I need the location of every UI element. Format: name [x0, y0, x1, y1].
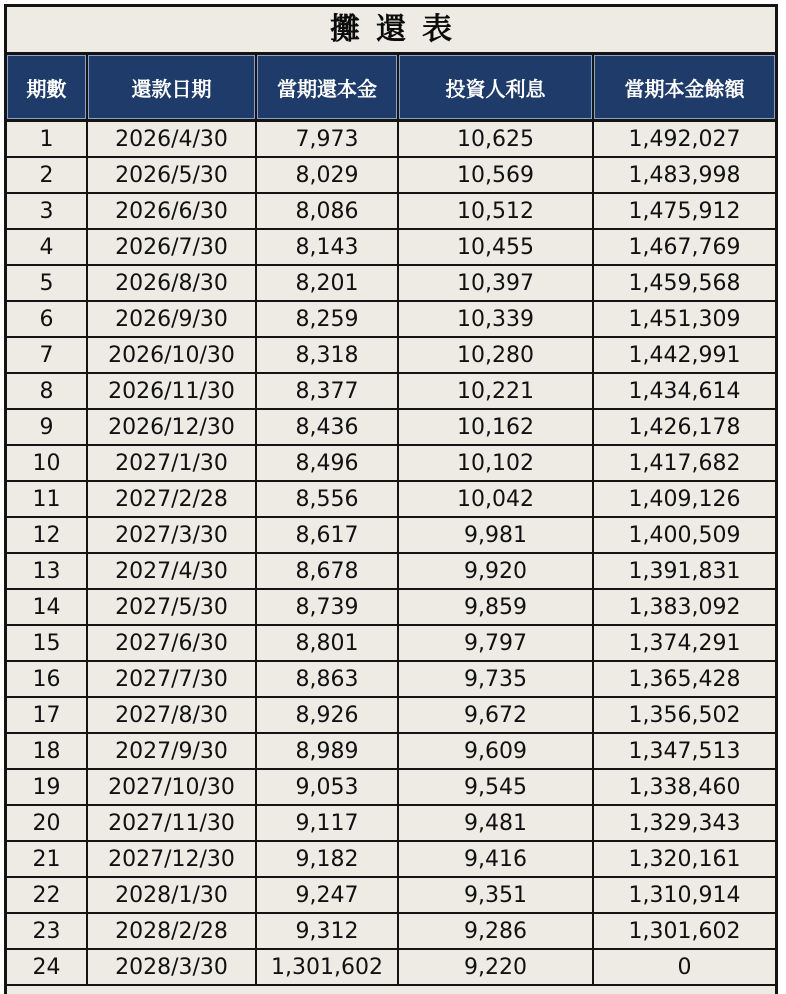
cell-principal-repaid: 8,496 — [256, 445, 398, 481]
cell-principal-balance: 1,409,126 — [593, 481, 775, 517]
cell-period: 11 — [7, 481, 87, 517]
cell-payment-date: 2027/10/30 — [87, 769, 256, 805]
cell-principal-repaid: 8,201 — [256, 265, 398, 301]
table-row — [7, 913, 775, 949]
header-principal-balance: 當期本金餘額 — [593, 55, 775, 121]
cell-period: 15 — [7, 625, 87, 661]
table-row — [7, 481, 775, 517]
header-row — [7, 55, 775, 121]
cell-period: 7 — [7, 337, 87, 373]
cell-period: 18 — [7, 733, 87, 769]
cell-period: 4 — [7, 229, 87, 265]
header-investor-interest: 投資人利息 — [398, 55, 593, 121]
cell-investor-interest: 10,042 — [398, 481, 593, 517]
cell-investor-interest: 10,625 — [398, 121, 593, 158]
cell-payment-date: 2027/3/30 — [87, 517, 256, 553]
cell-principal-repaid: 8,926 — [256, 697, 398, 733]
table-row — [7, 229, 775, 265]
cell-period: 14 — [7, 589, 87, 625]
cell-principal-repaid: 8,556 — [256, 481, 398, 517]
cell-period: 17 — [7, 697, 87, 733]
table-row — [7, 841, 775, 877]
cell-payment-date: 2026/7/30 — [87, 229, 256, 265]
cell-payment-date: 2026/4/30 — [87, 121, 256, 158]
cell-principal-balance: 1,442,991 — [593, 337, 775, 373]
cell-principal-repaid: 9,182 — [256, 841, 398, 877]
cell-investor-interest: 9,672 — [398, 697, 593, 733]
cell-payment-date: 2028/1/30 — [87, 877, 256, 913]
cell-period: 1 — [7, 121, 87, 158]
table-row — [7, 445, 775, 481]
cell-payment-date: 2026/12/30 — [87, 409, 256, 445]
cell-principal-balance: 1,417,682 — [593, 445, 775, 481]
cell-payment-date: 2027/11/30 — [87, 805, 256, 841]
cell-payment-date: 2027/7/30 — [87, 661, 256, 697]
table-row — [7, 625, 775, 661]
table-row — [7, 553, 775, 589]
table-title: 攤還表 — [7, 7, 775, 55]
cell-investor-interest: 10,221 — [398, 373, 593, 409]
table-row — [7, 589, 775, 625]
table-row — [7, 409, 775, 445]
cell-principal-balance: 1,451,309 — [593, 301, 775, 337]
cell-payment-date: 2027/9/30 — [87, 733, 256, 769]
cell-principal-repaid: 8,739 — [256, 589, 398, 625]
cell-principal-balance: 1,374,291 — [593, 625, 775, 661]
header-principal-repaid: 當期還本金 — [256, 55, 398, 121]
cell-principal-balance: 1,483,998 — [593, 157, 775, 193]
cell-principal-balance: 1,347,513 — [593, 733, 775, 769]
cell-principal-repaid: 8,318 — [256, 337, 398, 373]
cell-payment-date: 2027/5/30 — [87, 589, 256, 625]
cell-payment-date: 2026/10/30 — [87, 337, 256, 373]
cell-investor-interest: 10,339 — [398, 301, 593, 337]
cell-investor-interest: 9,735 — [398, 661, 593, 697]
cell-investor-interest: 9,797 — [398, 625, 593, 661]
cell-investor-interest: 9,920 — [398, 553, 593, 589]
cell-principal-repaid: 8,801 — [256, 625, 398, 661]
table-row — [7, 733, 775, 769]
cell-principal-repaid: 9,247 — [256, 877, 398, 913]
table-row — [7, 877, 775, 913]
cell-payment-date: 2027/2/28 — [87, 481, 256, 517]
cell-principal-repaid: 8,678 — [256, 553, 398, 589]
cell-principal-repaid: 8,259 — [256, 301, 398, 337]
cell-investor-interest: 10,397 — [398, 265, 593, 301]
header-payment-date: 還款日期 — [87, 55, 256, 121]
cell-principal-balance: 1,475,912 — [593, 193, 775, 229]
cell-investor-interest: 9,416 — [398, 841, 593, 877]
cell-investor-interest: 9,545 — [398, 769, 593, 805]
cell-period: 9 — [7, 409, 87, 445]
header-period: 期數 — [7, 55, 87, 121]
cell-payment-date: 2026/9/30 — [87, 301, 256, 337]
cell-investor-interest: 9,481 — [398, 805, 593, 841]
cell-period: 12 — [7, 517, 87, 553]
cell-principal-balance: 1,356,502 — [593, 697, 775, 733]
cell-principal-balance: 1,301,602 — [593, 913, 775, 949]
cell-principal-balance: 1,391,831 — [593, 553, 775, 589]
cell-payment-date: 2026/11/30 — [87, 373, 256, 409]
cell-principal-repaid: 7,973 — [256, 121, 398, 158]
cell-period: 6 — [7, 301, 87, 337]
table-row — [7, 805, 775, 841]
amortization-table — [7, 55, 775, 986]
table-row — [7, 121, 775, 158]
cell-principal-balance: 1,492,027 — [593, 121, 775, 158]
cell-investor-interest: 10,280 — [398, 337, 593, 373]
cell-principal-repaid: 8,377 — [256, 373, 398, 409]
table-row — [7, 265, 775, 301]
cell-principal-balance: 1,426,178 — [593, 409, 775, 445]
amortization-sheet — [4, 4, 778, 994]
cell-investor-interest: 9,981 — [398, 517, 593, 553]
cell-principal-balance: 1,434,614 — [593, 373, 775, 409]
table-row — [7, 769, 775, 805]
cell-principal-balance: 1,383,092 — [593, 589, 775, 625]
cell-principal-repaid: 8,029 — [256, 157, 398, 193]
cell-principal-repaid: 9,312 — [256, 913, 398, 949]
cell-period: 3 — [7, 193, 87, 229]
cell-principal-repaid: 8,989 — [256, 733, 398, 769]
table-row — [7, 661, 775, 697]
cell-payment-date: 2028/3/30 — [87, 949, 256, 985]
table-row — [7, 949, 775, 985]
cell-principal-balance: 1,329,343 — [593, 805, 775, 841]
cell-principal-balance: 1,310,914 — [593, 877, 775, 913]
cell-payment-date: 2026/6/30 — [87, 193, 256, 229]
cell-payment-date: 2027/12/30 — [87, 841, 256, 877]
cell-payment-date: 2027/1/30 — [87, 445, 256, 481]
cell-payment-date: 2026/5/30 — [87, 157, 256, 193]
cell-period: 2 — [7, 157, 87, 193]
cell-investor-interest: 9,220 — [398, 949, 593, 985]
cell-principal-repaid: 9,053 — [256, 769, 398, 805]
cell-principal-repaid: 9,117 — [256, 805, 398, 841]
cell-payment-date: 2028/2/28 — [87, 913, 256, 949]
table-row — [7, 301, 775, 337]
cell-principal-balance: 0 — [593, 949, 775, 985]
table-row — [7, 193, 775, 229]
cell-period: 24 — [7, 949, 87, 985]
cell-principal-repaid: 8,863 — [256, 661, 398, 697]
cell-principal-repaid: 8,617 — [256, 517, 398, 553]
cell-period: 23 — [7, 913, 87, 949]
cell-investor-interest: 9,351 — [398, 877, 593, 913]
cell-principal-balance: 1,459,568 — [593, 265, 775, 301]
cell-investor-interest: 10,512 — [398, 193, 593, 229]
cell-period: 22 — [7, 877, 87, 913]
cell-principal-balance: 1,400,509 — [593, 517, 775, 553]
cell-period: 10 — [7, 445, 87, 481]
cell-principal-balance: 1,320,161 — [593, 841, 775, 877]
cell-payment-date: 2027/8/30 — [87, 697, 256, 733]
cell-period: 13 — [7, 553, 87, 589]
table-row — [7, 517, 775, 553]
cell-principal-balance: 1,467,769 — [593, 229, 775, 265]
cell-principal-repaid: 8,436 — [256, 409, 398, 445]
cell-period: 5 — [7, 265, 87, 301]
cell-payment-date: 2027/4/30 — [87, 553, 256, 589]
cell-principal-repaid: 8,086 — [256, 193, 398, 229]
cell-period: 21 — [7, 841, 87, 877]
cell-principal-balance: 1,365,428 — [593, 661, 775, 697]
table-body — [7, 121, 775, 986]
table-row — [7, 697, 775, 733]
cell-principal-balance: 1,338,460 — [593, 769, 775, 805]
cell-principal-repaid: 1,301,602 — [256, 949, 398, 985]
cell-investor-interest: 10,455 — [398, 229, 593, 265]
table-row — [7, 157, 775, 193]
cell-investor-interest: 9,286 — [398, 913, 593, 949]
cell-investor-interest: 9,609 — [398, 733, 593, 769]
cell-period: 8 — [7, 373, 87, 409]
cell-investor-interest: 10,162 — [398, 409, 593, 445]
cell-period: 19 — [7, 769, 87, 805]
cell-investor-interest: 10,102 — [398, 445, 593, 481]
table-row — [7, 337, 775, 373]
table-row — [7, 373, 775, 409]
cell-period: 20 — [7, 805, 87, 841]
cell-principal-repaid: 8,143 — [256, 229, 398, 265]
cell-payment-date: 2027/6/30 — [87, 625, 256, 661]
cell-investor-interest: 9,859 — [398, 589, 593, 625]
cell-payment-date: 2026/8/30 — [87, 265, 256, 301]
cell-period: 16 — [7, 661, 87, 697]
cell-investor-interest: 10,569 — [398, 157, 593, 193]
